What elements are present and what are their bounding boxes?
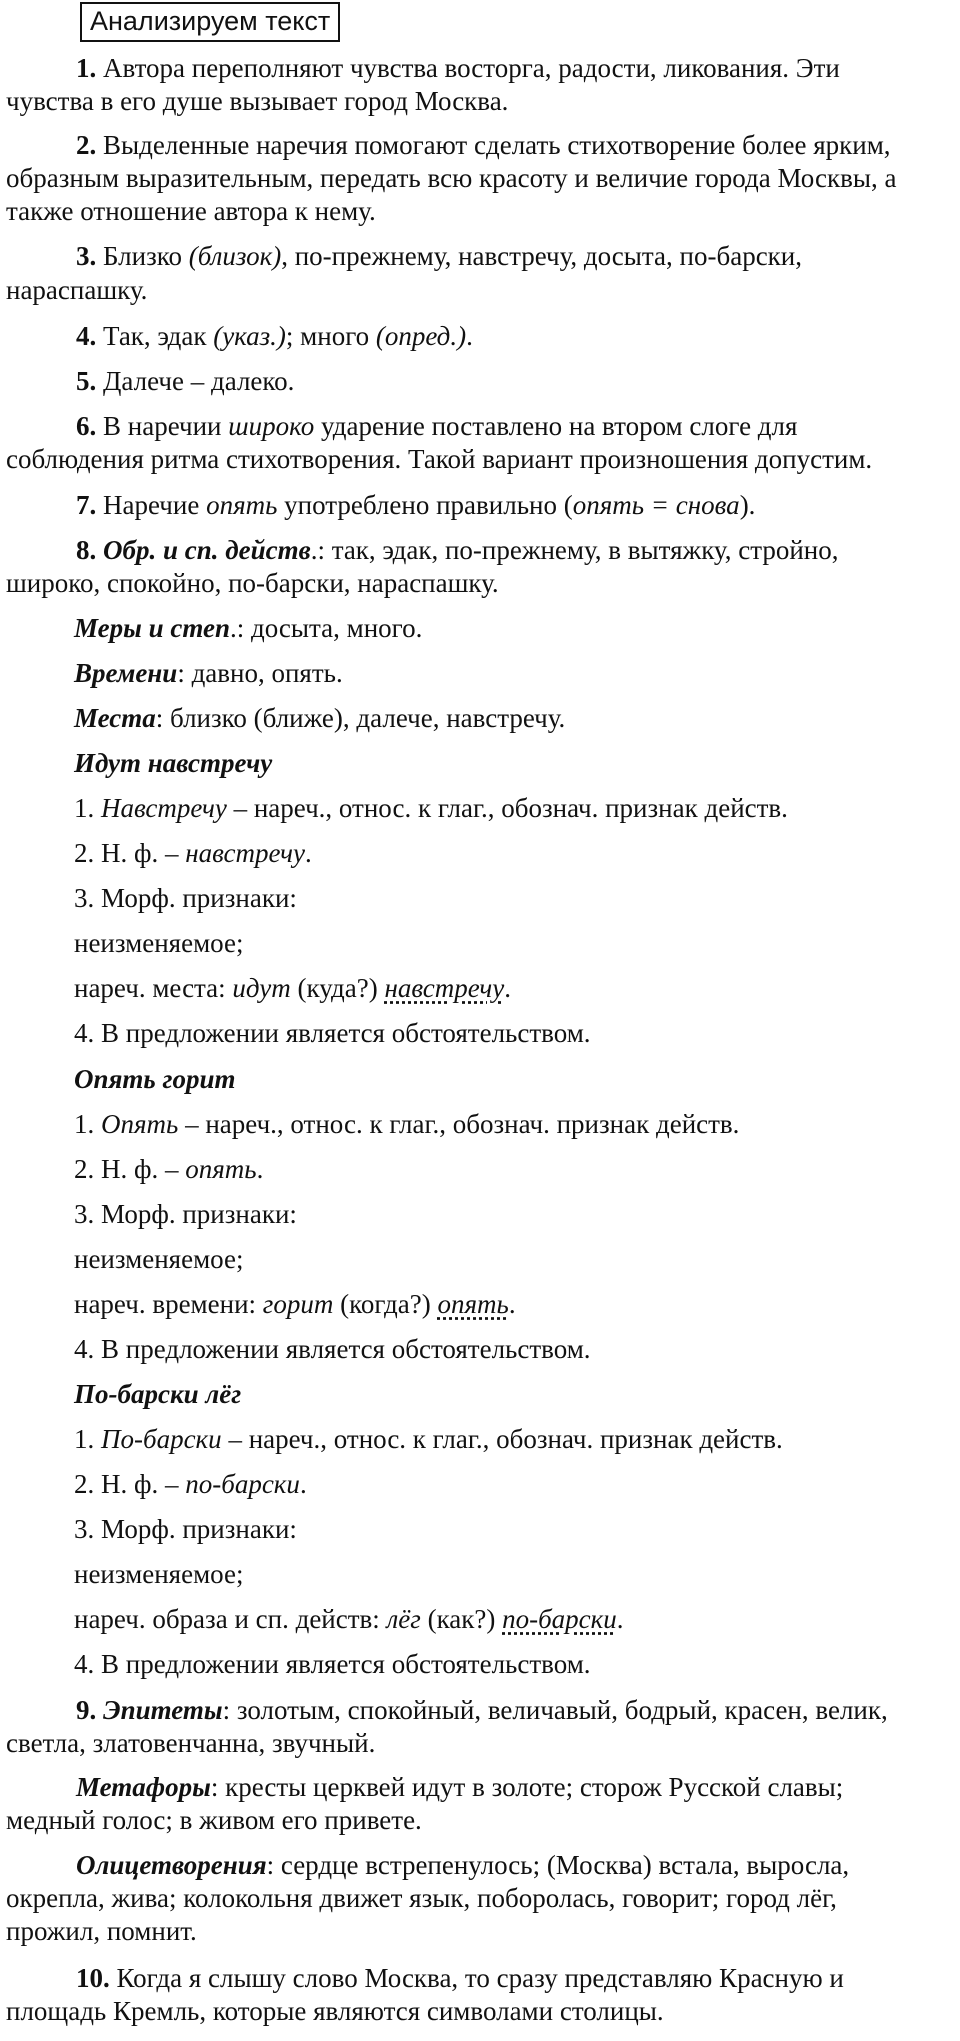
- answer-8-line-1: [6, 534, 952, 567]
- category-label: Олицетворения: [76, 1850, 267, 1880]
- answer-italic: (указ.): [213, 321, 286, 351]
- underlined-word: опять: [437, 1289, 509, 1319]
- answer-text: : кресты церквей идут в золоте; сторож Русской славы;: [210, 1772, 844, 1802]
- analysis-text: – нареч., относ. к глаг., обознач. признак действ.: [178, 1109, 740, 1139]
- answer-9-line-2: светла, златовенчанна, звучный.: [6, 1728, 376, 1758]
- analysis-3-line-6: 4. В предложении является обстоятельством.: [74, 1649, 591, 1679]
- analysis-text: 1.: [74, 1424, 101, 1454]
- analysis-italic: опять: [185, 1154, 257, 1184]
- category-label: Метафоры: [76, 1772, 211, 1802]
- answer-text: Так, эдак: [96, 321, 214, 351]
- analysis-italic: Навстречу: [101, 793, 227, 823]
- answer-italic: (близок): [188, 241, 282, 271]
- answer-number: 6.: [76, 411, 97, 441]
- analysis-italic: по-барски: [185, 1469, 300, 1499]
- answer-italic: опять = снова: [572, 490, 740, 520]
- answer-6-line-2: соблюдения ритма стихотворения. Такой вариант произношения допустим.: [6, 444, 873, 474]
- answer-9-line-1: [6, 1694, 952, 1727]
- category-time: [74, 657, 960, 690]
- answer-text: : давно, опять.: [177, 658, 343, 688]
- answer-text: Далече – далеко.: [96, 366, 295, 396]
- category-label: Меры и степ: [74, 613, 230, 643]
- analysis-text: (когда?): [333, 1289, 438, 1319]
- analysis-2-heading: [74, 1063, 960, 1096]
- underlined-word: навстречу: [384, 973, 505, 1003]
- analysis-1-line-4: неизменяемое;: [74, 928, 244, 958]
- category-label: Времени: [74, 658, 178, 688]
- category-label: Обр. и сп. действ: [96, 535, 311, 565]
- answer-number: 1.: [76, 53, 97, 83]
- category-place: [74, 702, 960, 735]
- analysis-3-heading: [74, 1378, 960, 1411]
- answer-text: .: так, эдак, по-прежнему, в вытяжку, стройно,: [310, 535, 839, 565]
- answer-1-line-1: [6, 52, 952, 85]
- category-label: Места: [74, 703, 156, 733]
- answer-number: 8.: [76, 535, 97, 565]
- analysis-1-heading: [74, 747, 960, 780]
- personification-line-3: прожил, помнит.: [6, 1916, 197, 1946]
- answer-3-line-2: нараспашку.: [6, 275, 148, 305]
- analysis-heading: По-барски лёг: [74, 1379, 242, 1409]
- analysis-text: 2. Н. ф. –: [74, 838, 186, 868]
- underlined-word: по-барски: [502, 1604, 617, 1634]
- answer-italic: опять: [206, 490, 278, 520]
- answer-2-line-3: также отношение автора к нему.: [6, 196, 376, 226]
- analysis-text: (как?): [420, 1604, 503, 1634]
- answer-number: 2.: [76, 130, 97, 160]
- analysis-1-line-1: [74, 792, 960, 825]
- answer-10-line-1: [6, 1962, 952, 1995]
- category-label: Эпитеты: [96, 1695, 223, 1725]
- analysis-italic: навстречу: [185, 838, 305, 868]
- analysis-3-line-5: нареч. образа и сп. действ: лёг (как?) по-барски.: [74, 1604, 624, 1634]
- personification-line-1: [6, 1849, 952, 1882]
- analysis-1-line-2: 2. Н. ф. – навстречу.: [74, 838, 312, 868]
- answer-2-line-2: образным выразительным, передать всю красоту и величие города Москвы, а: [6, 163, 897, 193]
- answer-text: , по-прежнему, навстречу, досыта, по-барски,: [281, 241, 802, 271]
- answer-number: 3.: [76, 241, 97, 271]
- answer-number: 4.: [76, 321, 97, 351]
- analysis-1-line-3: 3. Морф. признаки:: [74, 883, 297, 913]
- analysis-text: 2. Н. ф. –: [74, 1469, 186, 1499]
- answer-6-line-1: [6, 410, 952, 443]
- analysis-2-line-1: [74, 1108, 960, 1141]
- analysis-text: 2. Н. ф. –: [74, 1154, 186, 1184]
- analysis-italic: Опять: [101, 1109, 179, 1139]
- answer-10-line-2: площадь Кремль, которые являются символами столицы.: [6, 1996, 664, 2026]
- analysis-2-line-4: неизменяемое;: [74, 1244, 244, 1274]
- answer-number: 10.: [76, 1963, 110, 1993]
- answer-1-line-2: чувства в его душе вызывает город Москва.: [6, 86, 509, 116]
- analysis-heading: Опять горит: [74, 1064, 236, 1094]
- answer-italic: (опред.): [375, 321, 467, 351]
- analysis-text: 1.: [74, 1109, 101, 1139]
- answer-3-line-1: [6, 240, 952, 273]
- analysis-2-line-6: 4. В предложении является обстоятельством.: [74, 1334, 591, 1364]
- analysis-italic: идут: [232, 973, 291, 1003]
- answer-number: 9.: [76, 1695, 97, 1725]
- answer-text: : сердце встрепенулось; (Москва) встала, выросла,: [266, 1850, 850, 1880]
- answer-5: [6, 365, 952, 398]
- personification-line-2: окрепла, жива; колокольня движет язык, поборолась, говорит; город лёг,: [6, 1883, 837, 1913]
- analysis-3-line-3: 3. Морф. признаки:: [74, 1514, 297, 1544]
- analysis-text: нареч. времени:: [74, 1289, 263, 1319]
- metaphors-line-1: [6, 1771, 952, 1804]
- analysis-1-line-6: 4. В предложении является обстоятельством.: [74, 1018, 591, 1048]
- answer-text: Автора переполняют чувства восторга, радости, ликования. Эти: [96, 53, 840, 83]
- answer-text: ; много: [285, 321, 376, 351]
- analysis-italic: По-барски: [101, 1424, 222, 1454]
- answer-text: ударение поставлено на втором слоге для: [314, 411, 798, 441]
- answer-text: : близко (ближе), далече, навстречу.: [155, 703, 566, 733]
- analysis-text: нареч. образа и сп. действ:: [74, 1604, 387, 1634]
- answer-text: ).: [739, 490, 756, 520]
- analysis-2-line-2: 2. Н. ф. – опять.: [74, 1154, 264, 1184]
- answer-text: .: [466, 321, 473, 351]
- metaphors-line-2: медный голос; в живом его привете.: [6, 1805, 422, 1835]
- analysis-text: 1.: [74, 793, 101, 823]
- answer-text: .: досыта, много.: [230, 613, 423, 643]
- answer-text: Наречие: [96, 490, 207, 520]
- answer-text: В наречии: [96, 411, 229, 441]
- answer-text: : золотым, спокойный, величавый, бодрый, красен, велик,: [222, 1695, 888, 1725]
- answer-text: употреблено правильно (: [277, 490, 573, 520]
- analysis-2-line-3: 3. Морф. признаки:: [74, 1199, 297, 1229]
- answer-4: [6, 320, 952, 353]
- analysis-italic: горит: [262, 1289, 334, 1319]
- analysis-text: – нареч., относ. к глаг., обознач. признак действ.: [221, 1424, 783, 1454]
- analysis-1-line-5: нареч. места: идут (куда?) навстречу.: [74, 973, 511, 1003]
- analysis-text: нареч. места:: [74, 973, 233, 1003]
- analysis-2-line-5: нареч. времени: горит (когда?) опять.: [74, 1289, 516, 1319]
- analysis-3-line-2: 2. Н. ф. – по-барски.: [74, 1469, 307, 1499]
- analysis-text: – нареч., относ. к глаг., обознач. признак действ.: [226, 793, 788, 823]
- answer-number: 5.: [76, 366, 97, 396]
- category-measure: [74, 612, 960, 645]
- analysis-heading: Идут навстречу: [74, 748, 273, 778]
- answer-italic: широко: [228, 411, 315, 441]
- section-title-box: Анализируем текст: [80, 2, 340, 42]
- answer-2-line-1: [6, 129, 952, 162]
- analysis-text: (куда?): [290, 973, 385, 1003]
- analysis-3-line-1: [74, 1423, 960, 1456]
- answer-number: 7.: [76, 490, 97, 520]
- analysis-3-line-4: неизменяемое;: [74, 1559, 244, 1589]
- analysis-italic: лёг: [386, 1604, 421, 1634]
- answer-7: [6, 489, 952, 522]
- answer-8-line-2: широко, спокойно, по-барски, нараспашку.: [6, 568, 499, 598]
- answer-text: Когда я слышу слово Москва, то сразу представляю Красную и: [109, 1963, 844, 1993]
- answer-text: Выделенные наречия помогают сделать стихотворение более ярким,: [96, 130, 891, 160]
- answer-text: Близко: [96, 241, 189, 271]
